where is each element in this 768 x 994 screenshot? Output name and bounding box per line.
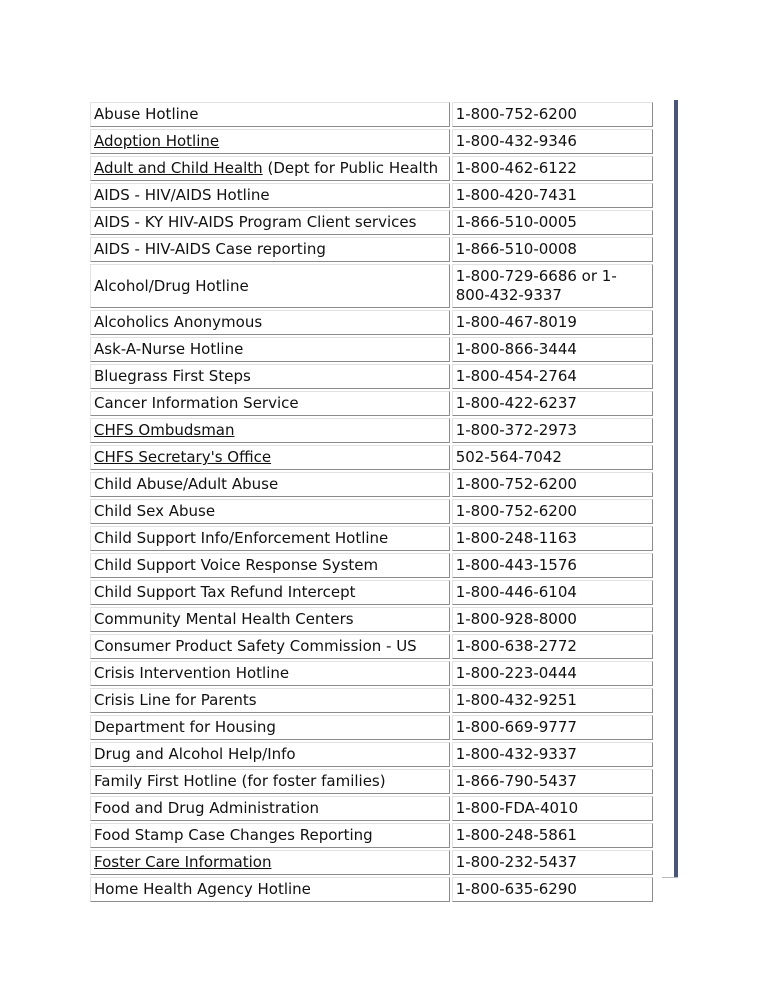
hotline-phone-number: 1-800-467-8019 [455, 313, 577, 331]
table-row [90, 877, 653, 902]
hotline-name: Child Support Tax Refund Intercept [94, 583, 356, 601]
hotline-name-cell[interactable] [90, 445, 450, 470]
hotline-name-cell [90, 823, 450, 848]
hotline-name: Crisis Intervention Hotline [94, 664, 290, 682]
hotline-phone-number: 1-800-462-6122 [455, 159, 577, 177]
table-row [90, 850, 653, 875]
table-row [90, 337, 653, 362]
hotline-name-link[interactable]: CHFS Ombudsman [94, 421, 235, 439]
hotline-phone-number: 1-800-669-9777 [455, 718, 577, 736]
hotline-phone-cell [452, 634, 653, 659]
hotline-phone-number: 502-564-7042 [455, 448, 562, 466]
hotline-name-cell [90, 634, 450, 659]
hotline-phone-number: 1-800-FDA-4010 [455, 799, 579, 817]
hotline-phone-cell [452, 445, 653, 470]
hotline-phone-cell [452, 877, 653, 902]
hotline-name-cell [90, 102, 450, 127]
hotline-name-cell [90, 310, 450, 335]
hotline-phone-number: 1-800-752-6200 [455, 105, 577, 123]
table-row [90, 102, 653, 127]
hotline-phone-number: 1-800-638-2772 [455, 637, 577, 655]
hotline-name-cell[interactable] [90, 418, 450, 443]
hotline-name: Home Health Agency Hotline [94, 880, 311, 898]
hotline-phone-number: 1-800-454-2764 [455, 367, 577, 385]
hotline-name: Alcohol/Drug Hotline [94, 276, 249, 295]
hotline-name-cell [90, 553, 450, 578]
table-row [90, 661, 653, 686]
hotline-phone-number: 1-800-866-3444 [455, 340, 577, 358]
table-row [90, 769, 653, 794]
hotline-phone-cell [452, 580, 653, 605]
hotline-phone-number: 1-866-510-0008 [455, 240, 577, 258]
hotline-phone-cell [452, 499, 653, 524]
table-row [90, 445, 653, 470]
hotline-phone-cell [452, 264, 653, 308]
hotline-name: AIDS - HIV/AIDS Hotline [94, 186, 270, 204]
hotline-name: Ask-A-Nurse Hotline [94, 340, 244, 358]
hotline-name: Child Sex Abuse [94, 502, 216, 520]
hotline-name: Bluegrass First Steps [94, 367, 251, 385]
hotline-name: Crisis Line for Parents [94, 691, 257, 709]
table-row [90, 499, 653, 524]
hotline-phone-cell [452, 607, 653, 632]
hotline-name-cell [90, 715, 450, 740]
hotline-phone-cell [452, 337, 653, 362]
hotline-directory-body [90, 102, 653, 902]
page-divider-foot [662, 877, 678, 878]
hotline-name: Alcoholics Anonymous [94, 313, 263, 331]
hotline-name: Child Abuse/Adult Abuse [94, 475, 279, 493]
hotline-name-cell [90, 364, 450, 389]
hotline-phone-number: 1-800-422-6237 [455, 394, 577, 412]
hotline-phone-cell [452, 183, 653, 208]
hotline-phone-number: 1-800-928-8000 [455, 610, 577, 628]
hotline-name-cell [90, 580, 450, 605]
hotline-directory-table [88, 100, 655, 904]
hotline-phone-cell [452, 310, 653, 335]
hotline-name-link[interactable]: Adoption Hotline [94, 132, 220, 150]
hotline-name-link[interactable]: CHFS Secretary's Office [94, 448, 272, 466]
table-row [90, 391, 653, 416]
hotline-name: Child Support Voice Response System [94, 556, 379, 574]
hotline-phone-cell [452, 661, 653, 686]
hotline-phone-cell [452, 237, 653, 262]
hotline-phone-cell [452, 715, 653, 740]
hotline-name-cell [90, 210, 450, 235]
hotline-phone-cell [452, 418, 653, 443]
hotline-name: Community Mental Health Centers [94, 610, 354, 628]
hotline-name-cell[interactable] [90, 156, 450, 181]
table-row [90, 364, 653, 389]
hotline-phone-number: 1-800-432-9337 [455, 745, 577, 763]
hotline-phone-number: 1-800-232-5437 [455, 853, 577, 871]
hotline-phone-cell [452, 391, 653, 416]
hotline-phone-number: 1-800-635-6290 [455, 880, 577, 898]
hotline-phone-cell [452, 472, 653, 497]
hotline-phone-cell [452, 742, 653, 767]
hotline-phone-number: 1-800-223-0444 [455, 664, 577, 682]
hotline-name-cell [90, 237, 450, 262]
hotline-phone-cell [452, 156, 653, 181]
hotline-phone-number: 1-800-420-7431 [455, 186, 577, 204]
table-row [90, 210, 653, 235]
hotline-name-cell [90, 391, 450, 416]
table-row [90, 129, 653, 154]
hotline-name-cell [90, 526, 450, 551]
page-divider-bar [674, 100, 678, 878]
hotline-name-cell [90, 796, 450, 821]
hotline-phone-number: 1-800-248-5861 [455, 826, 577, 844]
hotline-name-cell [90, 661, 450, 686]
hotline-name-cell [90, 607, 450, 632]
hotline-name: Consumer Product Safety Commission - US [94, 637, 417, 655]
hotline-name: Family First Hotline (for foster families) [94, 772, 386, 790]
hotline-phone-number: 1-800-446-6104 [455, 583, 577, 601]
table-row [90, 742, 653, 767]
hotline-phone-number: 1-800-752-6200 [455, 502, 577, 520]
hotline-phone-cell [452, 129, 653, 154]
hotline-name: AIDS - HIV-AIDS Case reporting [94, 240, 326, 258]
hotline-name: Abuse Hotline [94, 105, 199, 123]
hotline-name-cell [90, 264, 450, 308]
hotline-phone-number: 1-800-372-2973 [455, 421, 577, 439]
hotline-phone-cell [452, 526, 653, 551]
hotline-name-cell [90, 337, 450, 362]
hotline-phone-number: 1-866-790-5437 [455, 772, 577, 790]
table-row [90, 237, 653, 262]
hotline-phone-number: 1-866-510-0005 [455, 213, 577, 231]
hotline-name: Food Stamp Case Changes Reporting [94, 826, 373, 844]
hotline-name-cell [90, 769, 450, 794]
hotline-phone-cell [452, 553, 653, 578]
table-row [90, 580, 653, 605]
hotline-phone-number: 1-800-248-1163 [455, 529, 577, 547]
hotline-phone-cell [452, 769, 653, 794]
table-row [90, 156, 653, 181]
hotline-phone-number: 1-800-432-9346 [455, 132, 577, 150]
hotline-phone-number: 1-800-729-6686 or 1-800-432-9337 [455, 267, 617, 304]
hotline-phone-cell [452, 210, 653, 235]
table-row [90, 264, 653, 308]
hotline-phone-cell [452, 823, 653, 848]
hotline-name-suffix: (Dept for Public Health [262, 159, 439, 177]
hotline-name-cell[interactable] [90, 850, 450, 875]
hotline-name: AIDS - KY HIV-AIDS Program Client services [94, 213, 417, 231]
table-row [90, 796, 653, 821]
table-row [90, 715, 653, 740]
hotline-phone-number: 1-800-432-9251 [455, 691, 577, 709]
hotline-name-cell [90, 183, 450, 208]
hotline-name-cell [90, 742, 450, 767]
table-row [90, 418, 653, 443]
hotline-phone-cell [452, 796, 653, 821]
hotline-name-link[interactable]: Adult and Child Health [94, 159, 263, 177]
hotline-name-cell [90, 877, 450, 902]
hotline-name: Department for Housing [94, 718, 276, 736]
table-row [90, 310, 653, 335]
hotline-name-cell [90, 499, 450, 524]
hotline-name-cell [90, 472, 450, 497]
table-row [90, 823, 653, 848]
hotline-phone-number: 1-800-443-1576 [455, 556, 577, 574]
hotline-name-cell [90, 688, 450, 713]
hotline-phone-cell [452, 850, 653, 875]
hotline-name: Cancer Information Service [94, 394, 299, 412]
hotline-name-link[interactable]: Foster Care Information [94, 853, 272, 871]
hotline-phone-number: 1-800-752-6200 [455, 475, 577, 493]
hotline-phone-cell [452, 688, 653, 713]
hotline-phone-cell [452, 102, 653, 127]
table-row [90, 183, 653, 208]
table-row [90, 553, 653, 578]
hotline-name: Drug and Alcohol Help/Info [94, 745, 296, 763]
table-row [90, 607, 653, 632]
hotline-name: Child Support Info/Enforcement Hotline [94, 529, 389, 547]
table-row [90, 526, 653, 551]
hotline-phone-cell [452, 364, 653, 389]
table-row [90, 472, 653, 497]
table-row [90, 634, 653, 659]
hotline-name-cell[interactable] [90, 129, 450, 154]
hotline-name: Food and Drug Administration [94, 799, 319, 817]
table-row [90, 688, 653, 713]
